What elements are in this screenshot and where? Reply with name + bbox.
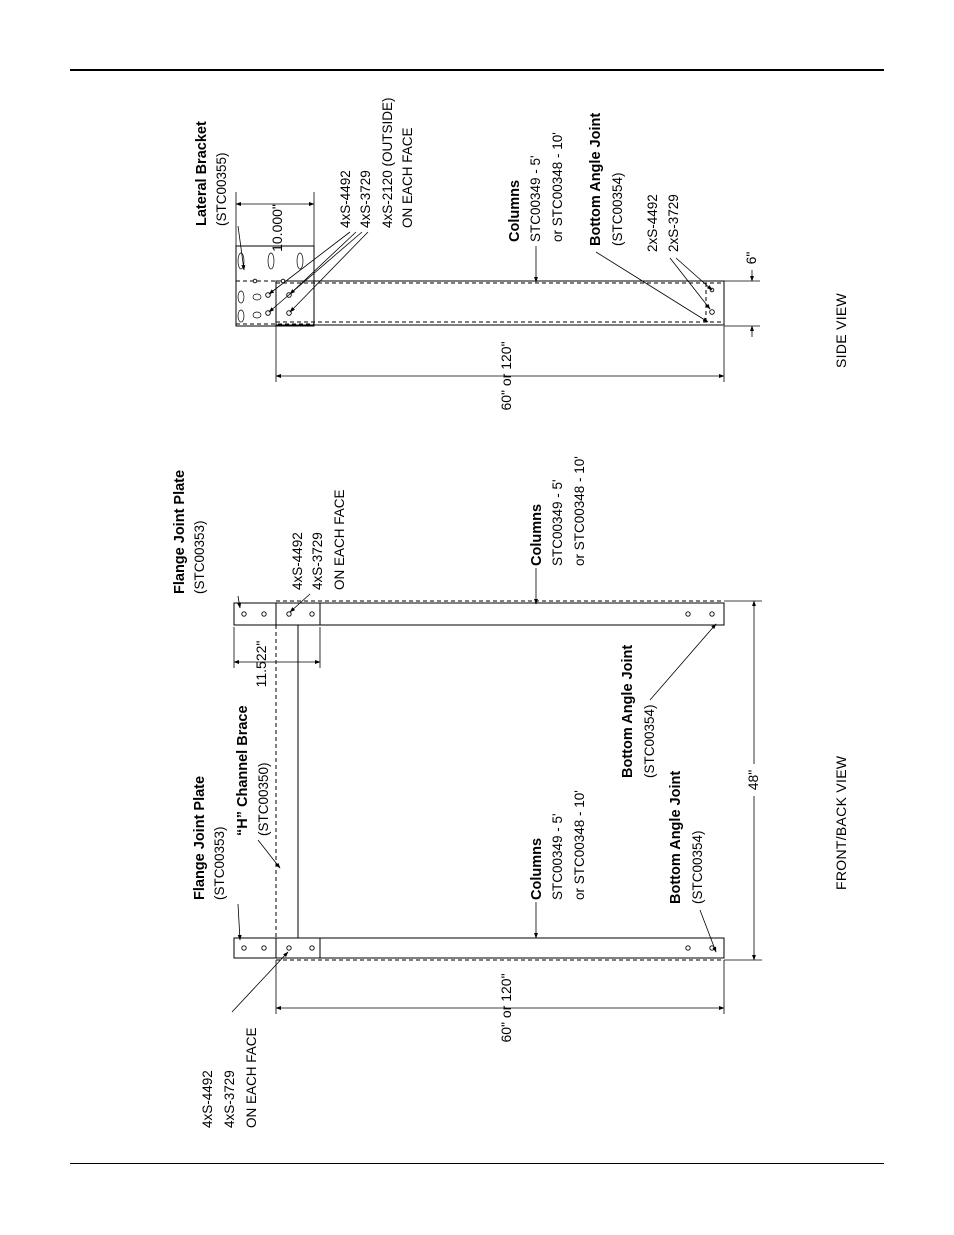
front-bottom-angle-left-part: (STC00354) [690,830,705,904]
side-bottom-hole [710,310,715,315]
side-fastener-line4: ON EACH FACE [400,127,415,228]
flange-plate-left [234,938,320,958]
front-fastener-left-line1: 4xS-4492 [200,1070,215,1128]
front-view [172,456,849,1128]
h-channel-brace-label [235,705,251,836]
front-bottom-angle-right-part: (STC00354) [642,704,657,778]
front-view-label: FRONT/BACK VIEW [833,755,849,890]
side-depth-dim: 6" [743,251,759,265]
side-fastener-line1: 4xS-4492 [338,170,353,228]
front-columns-right-line2: or STC00348 - 10' [572,456,587,566]
lateral-bracket-part: (STC00355) [214,152,229,226]
front-column-right [276,601,724,625]
side-columns-label: Columns [507,179,523,242]
side-bottom-fastener-line1: 2xS-4492 [645,194,660,252]
front-bottom-angle-left-label: Bottom Angle Joint [668,770,684,904]
flange-plate-right-part: (STC00353) [192,520,207,594]
side-length-dim: 60" or 120" [498,341,514,411]
side-lateral-bracket [236,246,314,326]
h-channel-name: Channel Brace [235,705,251,812]
front-length-dim: 60" or 120" [498,973,514,1043]
front-bottom-angle-right-label: Bottom Angle Joint [620,644,636,778]
flange-plate-left-part: (STC00353) [212,826,227,900]
front-columns-right-line1: STC00349 - 5' [550,479,565,566]
front-fastener-left-line2: 4xS-3729 [222,1070,237,1128]
front-columns-left-label: Columns [529,837,545,900]
side-columns-line2: or STC00348 - 10' [550,132,565,242]
flange-plate-right-label: Flange Joint Plate [172,469,188,594]
h-channel-brace-part: (STC00350) [256,762,271,836]
front-fastener-left-line3: ON EACH FACE [244,1027,259,1128]
side-fastener-line3: 4xS-2120 (OUTSIDE) [380,97,395,228]
front-columns-left-line2: or STC00348 - 10' [572,790,587,900]
h-channel-quote: “H” [235,811,251,836]
flange-plate-right [234,603,320,625]
flange-plate-left-label: Flange Joint Plate [192,775,208,900]
front-column-left [276,938,724,960]
side-bottom-angle-label: Bottom Angle Joint [588,112,604,246]
front-fastener-right-line2: 4xS-3729 [310,532,325,590]
front-fastener-right-line3: ON EACH FACE [332,489,347,590]
side-fastener-line2: 4xS-3729 [358,170,373,228]
lateral-bracket-label: Lateral Bracket [194,121,210,226]
front-fastener-right-line1: 4xS-4492 [290,532,305,590]
bracket-width-dim: 10.000" [269,204,285,252]
h-channel-brace [276,625,298,938]
front-columns-right-label: Columns [529,503,545,566]
side-view-label: SIDE VIEW [833,292,849,368]
side-bottom-fastener-line2: 2xS-3729 [666,194,681,252]
front-columns-left-line1: STC00349 - 5' [550,813,565,900]
side-bottom-angle-part: (STC00354) [610,172,625,246]
side-columns-line1: STC00349 - 5' [528,155,543,242]
side-column [276,281,724,325]
plate-dim: 11.522" [253,640,269,688]
front-width-dim: 48" [745,769,761,791]
side-view [194,97,849,410]
